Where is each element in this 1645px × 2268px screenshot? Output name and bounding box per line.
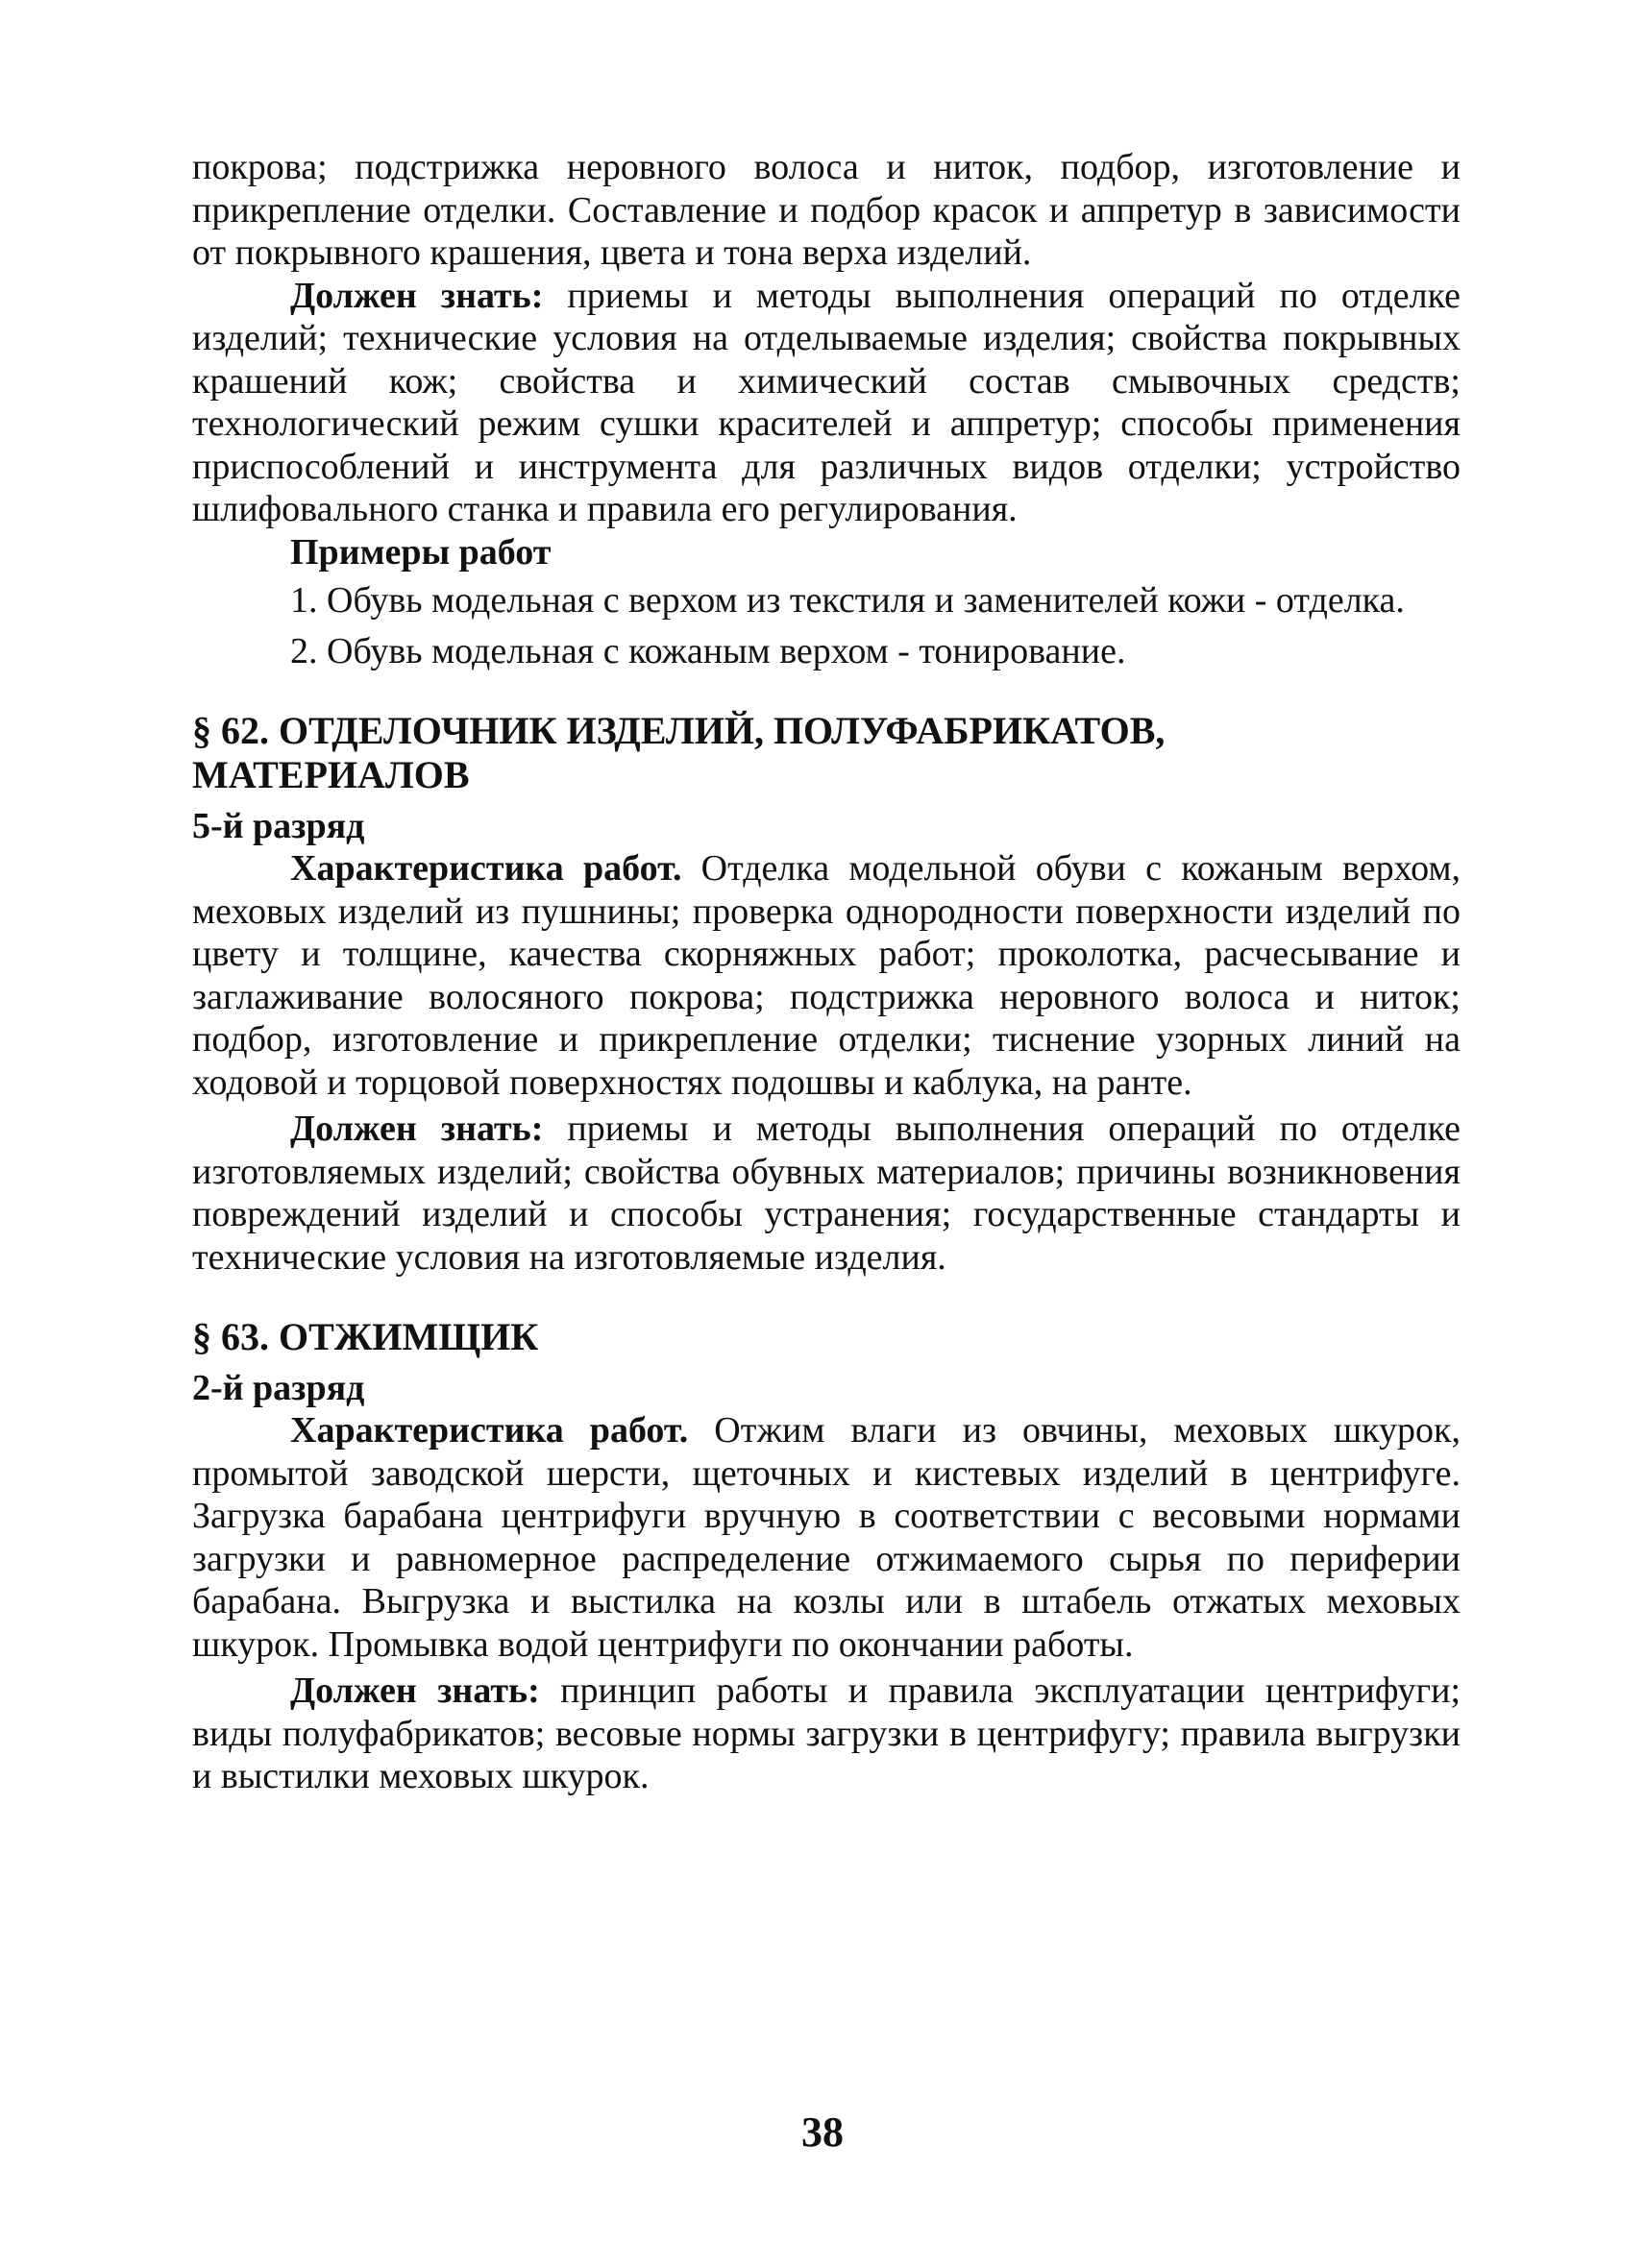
characteristic-label: Характеристика работ. [290, 1410, 689, 1451]
section-63-characteristic [192, 1409, 1461, 1666]
must-know-paragraph [192, 275, 1461, 531]
example-item-1: 1. Обувь модельная с верхом из текстиля и заменителей кожи - отделка. [290, 580, 1405, 621]
must-know-label: Должен знать: [290, 275, 544, 316]
page-number: 38 [801, 2109, 844, 2156]
section-62-must-know [192, 1108, 1461, 1279]
must-know-text: принцип работы и правила эксплуатации центрифуги; виды полуфабрикатов; весовые нормы загрузки в центрифугу; правила выгрузки и выстилки меховых шкурок. [192, 1671, 1461, 1796]
section-63-must-know [192, 1670, 1461, 1798]
section-62-title-line-1: § 62. ОТДЕЛОЧНИК ИЗДЕЛИЙ, ПОЛУФАБРИКАТОВ, [192, 709, 1166, 752]
must-know-label: Должен знать: [290, 1671, 540, 1711]
section-62-rank: 5-й разряд [192, 806, 365, 846]
characteristic-label: Характеристика работ. [290, 848, 682, 889]
example-item-2: 2. Обувь модельная с кожаным верхом - тонирование. [290, 630, 1126, 671]
characteristic-text: Отделка модельной обуви с кожаным верхом, меховых изделий из пушнины; проверка однородности поверхности изделий по цвету и толщине, качества скорняжных работ; проколотка, расчесывание и заглаживание волосяного покрова; подстрижка неровного волоса и ниток; подбор, изготовление и прикрепление отделки; тиснение узорных линий на ходовой и торцовой поверхностях подошвы и каблука, на ранте. [192, 848, 1461, 1103]
section-62-characteristic [192, 847, 1461, 1104]
section-63-rank: 2-й разряд [192, 1368, 365, 1408]
section-63 [192, 1315, 1461, 1798]
document-page [192, 146, 1461, 1798]
characteristic-text: Отжим влаги из овчины, меховых шкурок, промытой заводской шерсти, щеточных и кистевых изделий в центрифуге. Загрузка барабана центрифуги вручную в соответствии с весовыми нормами загрузки и равномерное распределение отжимаемого сырья по периферии барабана. Выгрузка и выстилка на козлы или в штабель отжатых меховых шкурок. Промывка водой центрифуги по окончании работы. [192, 1410, 1461, 1665]
continuation-paragraph: покрова; подстрижка неровного волоса и ниток, подбор, изготовление и прикрепление отделки. Составление и подбор красок и аппретур в зависимости от покрывного крашения, цвета и тона верха изделий. [192, 147, 1461, 273]
must-know-label: Должен знать: [290, 1109, 544, 1149]
section-62-title-line-2: МАТЕРИАЛОВ [192, 753, 470, 796]
must-know-text: приемы и методы выполнения операций по отделке изготовляемых изделий; свойства обувных материалов; причины возникновения повреждений изделий и способы устранения; государственные стандарты и технические условия на изготовляемые изделия. [192, 1109, 1461, 1278]
section-62 [192, 709, 1461, 1279]
section-63-title: § 63. ОТЖИМЩИК [192, 1315, 539, 1358]
examples-heading: Примеры работ [290, 531, 552, 573]
must-know-text: приемы и методы выполнения операций по отделке изделий; технические условия на отделываемые изделия; свойства покрывных крашений кож; свойства и химический состав смывочных средств; технологический режим сушки красителей и аппретур; способы применения приспособлений и инструмента для различных видов отделки; устройство шлифовального станка и правила его регулирования. [192, 275, 1461, 529]
